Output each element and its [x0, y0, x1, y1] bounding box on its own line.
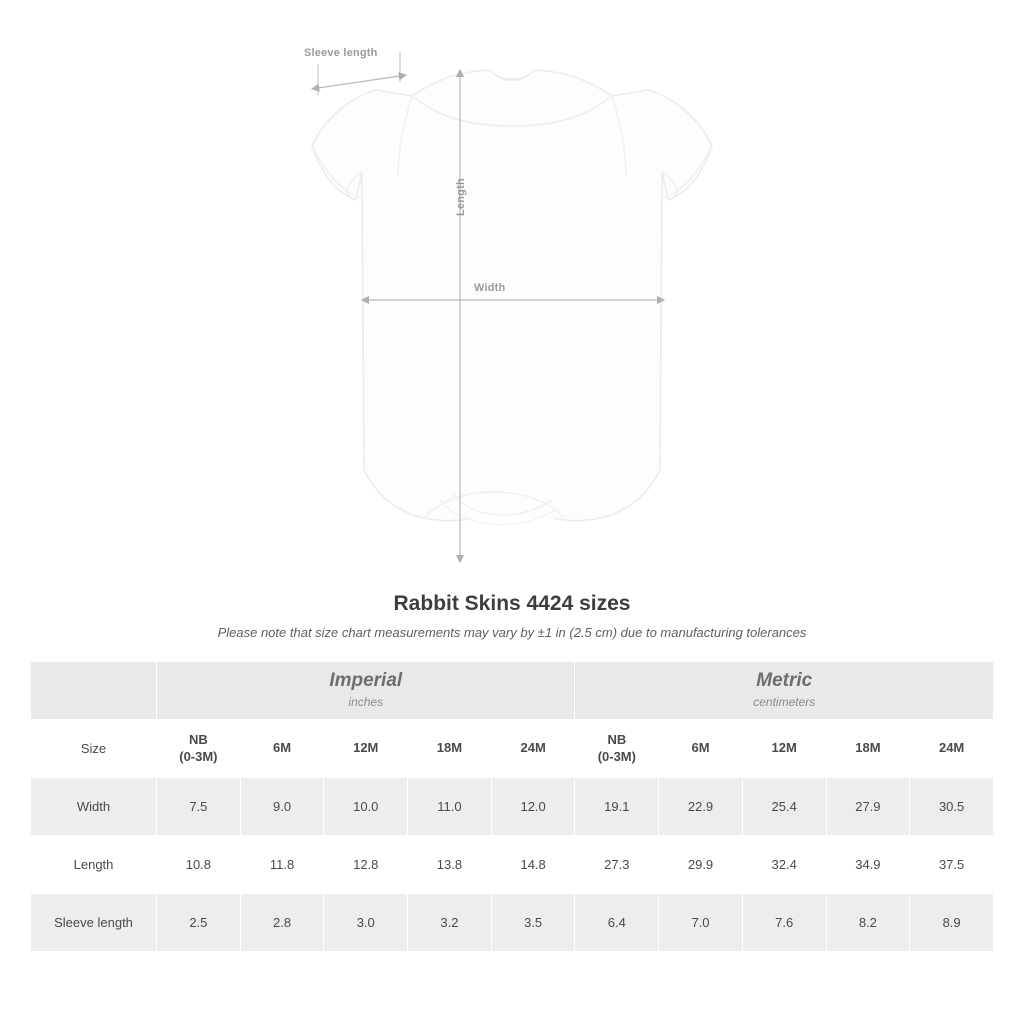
table-cell: 25.4 — [742, 778, 826, 836]
column-header-main: 12M — [353, 740, 379, 756]
imperial-sub: inches — [348, 694, 384, 709]
column-header-cell — [157, 720, 241, 778]
column-header-main: 12M — [771, 740, 797, 756]
table-cell: 27.3 — [575, 836, 659, 894]
tolerance-note: Please note that size chart measurements may vary by ±1 in (2.5 cm) due to manufacturing tolerances — [217, 625, 807, 640]
column-header-main: NB — [607, 732, 627, 748]
unit-header-spacer — [31, 662, 157, 720]
column-header-cell — [491, 720, 575, 778]
column-header-main: 6M — [273, 740, 292, 756]
bodysuit-shape — [312, 70, 712, 525]
column-header-main: 24M — [938, 740, 965, 756]
table-cell: 11.0 — [408, 778, 492, 836]
table-cell: 22.9 — [659, 778, 743, 836]
column-header-cell — [575, 720, 659, 778]
table-cell: 34.9 — [826, 836, 910, 894]
table-cell: 7.5 — [157, 778, 241, 836]
table-cell: 12.0 — [491, 778, 575, 836]
table-cell: 3.2 — [408, 894, 492, 952]
table-cell: 27.9 — [826, 778, 910, 836]
table-cell: 14.8 — [491, 836, 575, 894]
table-cell: 19.1 — [575, 778, 659, 836]
row-label-sleeve-length: Sleeve length — [31, 894, 157, 952]
column-header-cell — [240, 720, 324, 778]
size-table-wrapper — [30, 661, 994, 952]
column-header-cell — [659, 720, 743, 778]
column-header-sub: (0-3M) — [179, 748, 218, 764]
table-cell: 37.5 — [910, 836, 994, 894]
column-header-cell — [910, 720, 994, 778]
table-cell: 11.8 — [240, 836, 324, 894]
metric-header — [575, 662, 994, 720]
column-header-cell — [742, 720, 826, 778]
table-cell: 7.0 — [659, 894, 743, 952]
page-title: Rabbit Skins 4424 sizes — [393, 592, 631, 615]
table-cell: 29.9 — [659, 836, 743, 894]
column-header-main: 18M — [436, 740, 463, 756]
table-row — [31, 836, 994, 894]
column-header-cell — [408, 720, 492, 778]
unit-header-row — [31, 662, 994, 720]
table-cell: 9.0 — [240, 778, 324, 836]
length-label: Length — [455, 178, 467, 216]
imperial-header — [157, 662, 575, 720]
row-label-length: Length — [31, 836, 157, 894]
table-row — [31, 894, 994, 952]
table-cell: 10.0 — [324, 778, 408, 836]
size-table — [30, 661, 994, 952]
column-header-main: 24M — [520, 740, 546, 756]
column-header-main: NB — [188, 732, 208, 748]
table-cell: 32.4 — [742, 836, 826, 894]
column-header-cell — [324, 720, 408, 778]
metric-name: Metric — [756, 670, 813, 692]
table-cell: 12.8 — [324, 836, 408, 894]
table-cell: 8.9 — [910, 894, 994, 952]
row-header-label: Size — [31, 720, 157, 778]
column-header-main: 6M — [691, 740, 710, 756]
column-header-cell — [826, 720, 910, 778]
table-cell: 13.8 — [408, 836, 492, 894]
table-cell: 2.8 — [240, 894, 324, 952]
table-row — [31, 778, 994, 836]
chart-heading — [0, 592, 1024, 640]
table-cell: 7.6 — [742, 894, 826, 952]
table-cell: 3.0 — [324, 894, 408, 952]
table-cell: 3.5 — [491, 894, 575, 952]
width-label: Width — [474, 282, 506, 294]
column-header-row — [31, 720, 994, 778]
metric-sub: centimeters — [753, 694, 816, 709]
sleeve-length-label: Sleeve length — [304, 47, 378, 59]
row-label-width: Width — [31, 778, 157, 836]
table-cell: 10.8 — [157, 836, 241, 894]
column-header-sub: (0-3M) — [597, 748, 636, 764]
table-cell: 8.2 — [826, 894, 910, 952]
table-cell: 6.4 — [575, 894, 659, 952]
table-cell: 30.5 — [910, 778, 994, 836]
table-cell: 2.5 — [157, 894, 241, 952]
imperial-name: Imperial — [329, 670, 403, 692]
column-header-main: 18M — [855, 740, 881, 756]
